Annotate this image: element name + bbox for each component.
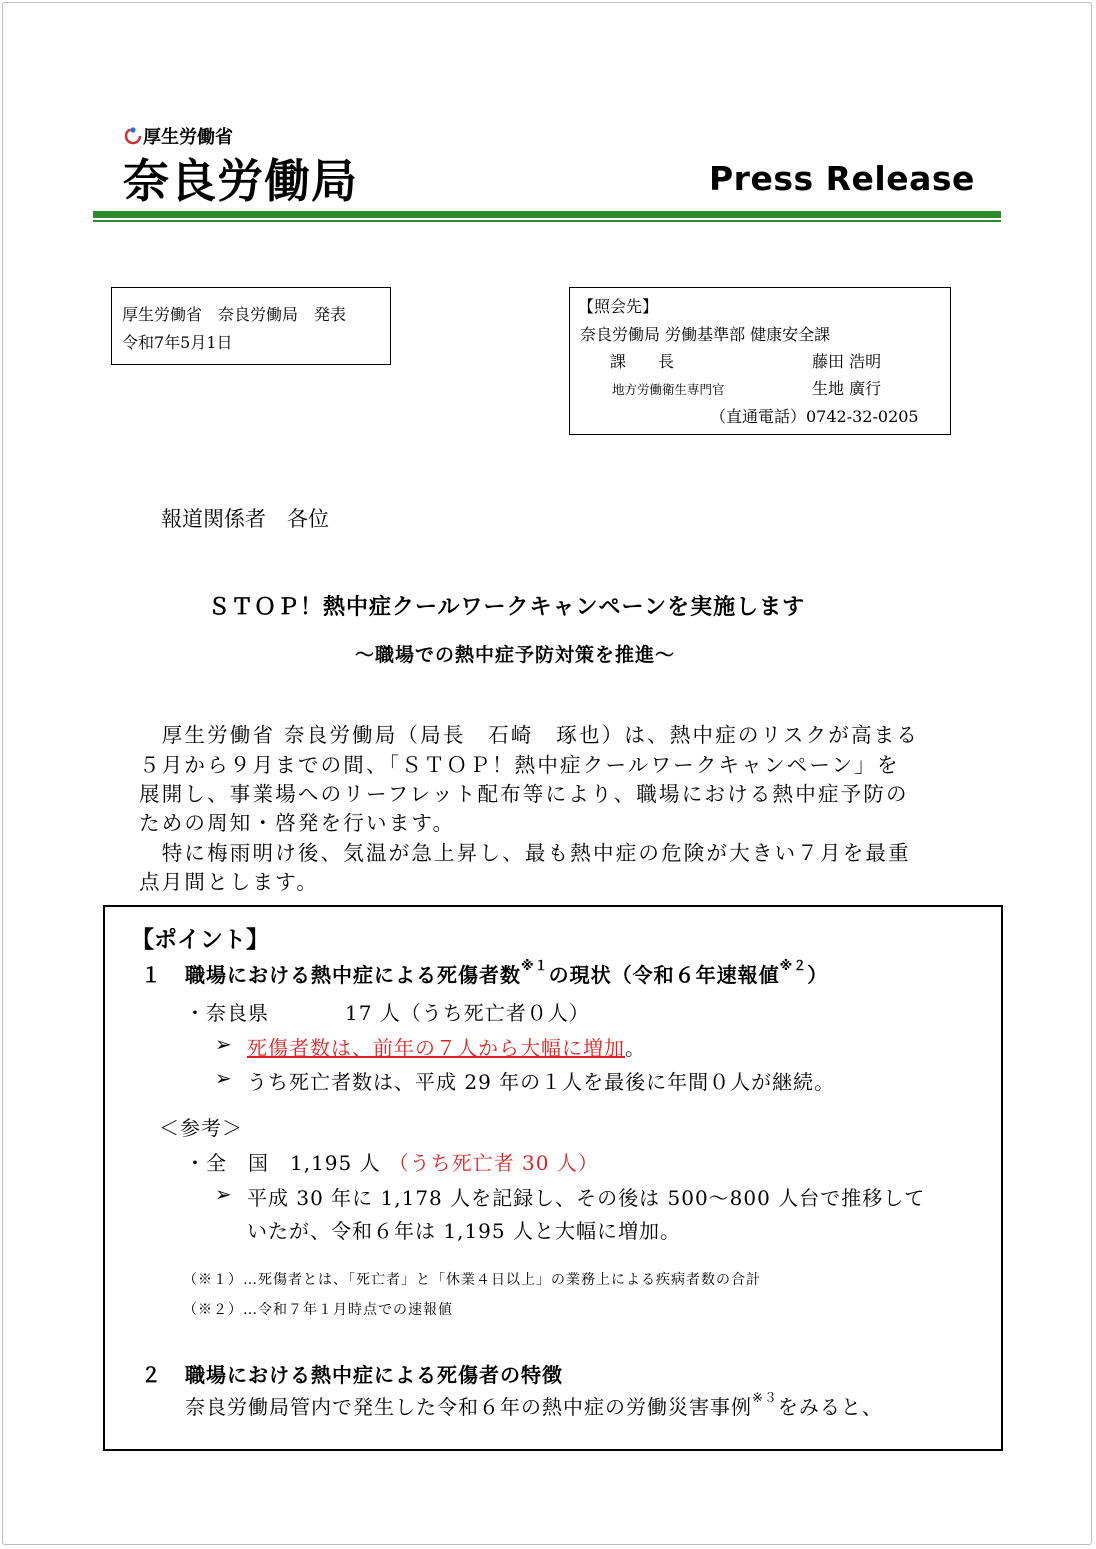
contact-role: 課 長 [610, 352, 675, 371]
bureau-title: 奈良労働局 [123, 154, 358, 208]
contact-name: 藤田 浩明 [812, 352, 882, 371]
bullet-text: うち死亡者数は、平成 29 年の１人を最後に年間０人が継続。 [247, 1070, 836, 1094]
announcement-box [111, 287, 391, 365]
section-body: 奈良労働局管内で発生した令和６年の熱中症の労働災害事例$^{※3}$をみると、 [185, 1391, 883, 1419]
bullet-arrow-icon: ➢ [215, 1066, 233, 1090]
header-rule [93, 211, 1001, 218]
bullet-text: 平成 30 年に 1,178 人を記録し、その後は 500～800 人台で推移して [247, 1186, 926, 1210]
body-text-line: 厚生労働省 奈良労働局（局長 石崎 琢也）は、熱中症のリスクが高まる [139, 723, 920, 747]
footnote: （※２）…令和７年１月時点での速報値 [183, 1302, 453, 1318]
contact-name: 生地 廣行 [812, 379, 882, 398]
points-box [103, 905, 1003, 1451]
contact-heading: 【照会先】 [578, 297, 659, 316]
ministry-logo-icon [123, 125, 143, 145]
recipients-line: 報道関係者 各位 [161, 507, 329, 531]
section-number: ２ [141, 1363, 162, 1387]
announcement-date: 令和7年5月1日 [122, 333, 233, 352]
body-text-line: 点月間とします。 [139, 870, 319, 894]
nara-value: 17 人（うち死亡者０人） [345, 1001, 590, 1025]
section-number: １ [141, 963, 162, 987]
national-figures: ・全 国 1,195 人 （うち死亡者 30 人） [185, 1151, 599, 1175]
bullet-text: 死傷者数は、前年の７人から大幅に増加。 [247, 1036, 646, 1060]
page-subtitle: ～職場での熱中症予防対策を推進～ [355, 644, 676, 666]
announcement-line: 厚生労働省 奈良労働局 発表 [122, 305, 347, 324]
bullet-arrow-icon: ➢ [215, 1182, 233, 1206]
document-page [2, 2, 1092, 1545]
points-heading: 【ポイント】 [131, 927, 269, 953]
contact-box [569, 287, 951, 435]
nara-label: ・奈良県 [185, 1001, 269, 1025]
ministry-name: 厚生労働省 [143, 127, 233, 148]
contact-phone: （直通電話）0742-32-0205 [710, 407, 919, 426]
contact-department: 奈良労働局 労働基準部 健康安全課 [580, 325, 831, 344]
footnote: （※１）…死傷者とは、「死亡者」と「休業４日以上」の業務上による疾病者数の合計 [183, 1272, 761, 1288]
contact-role: 地方労働衛生専門官 [612, 382, 725, 397]
bullet-arrow-icon: ➢ [215, 1032, 233, 1056]
reference-heading: ＜参考＞ [159, 1116, 243, 1140]
page-title: ＳＴＯＰ！熱中症クールワークキャンペーンを実施します [208, 595, 806, 620]
body-text-line: 展開し、事業場へのリーフレット配布等により、職場における熱中症予防の [139, 782, 909, 806]
bullet-text: いたが、令和６年は 1,195 人と大幅に増加。 [247, 1219, 681, 1243]
body-text-line: 特に梅雨明け後、気温が急上昇し、最も熱中症の危険が大きい７月を最重 [139, 841, 911, 865]
press-release-label: Press Release [709, 159, 975, 198]
header-rule-thin [93, 220, 1001, 222]
body-text-line: ５月から９月までの間、「ＳＴＯＰ！熱中症クールワークキャンペーン」を [139, 753, 900, 777]
section-title: 職場における熱中症による死傷者の特徴 [185, 1363, 563, 1387]
body-text-line: ための周知・啓発を行います。 [139, 811, 456, 835]
section-title: 職場における熱中症による死傷者数$^{※1}$の現状（令和６年速報値$^{※2}$） [185, 959, 829, 987]
